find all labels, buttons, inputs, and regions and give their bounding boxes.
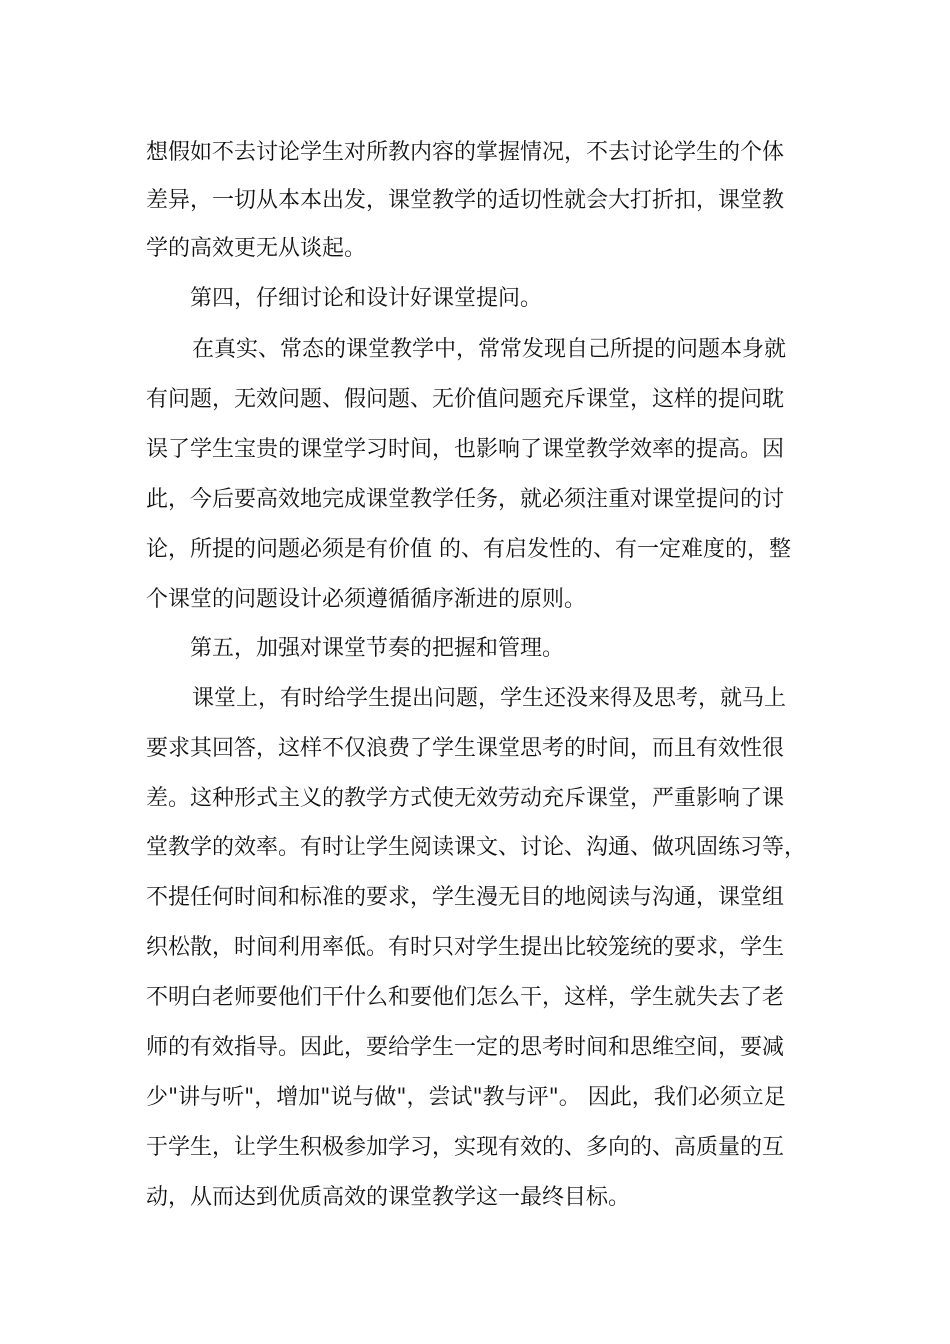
text-line: 堂教学的效率。有时让学生阅读课文、讨论、沟通、做巩固练习等， <box>146 835 807 860</box>
text-line: 想假如不去讨论学生对所教内容的掌握情况，不去讨论学生的个体 <box>146 140 785 165</box>
text-line: 于学生，让学生积极参加学习，实现有效的、多向的、高质量的互 <box>146 1135 785 1160</box>
text-line: 不明白老师要他们干什么和要他们怎么干，这样，学生就失去了老 <box>146 985 785 1010</box>
text-line: 差。这种形式主义的教学方式使无效劳动充斥课堂，严重影响了课 <box>146 786 785 811</box>
text-line: 差异，一切从本本出发，课堂教学的适切性就会大打折扣，课堂教 <box>146 188 785 213</box>
text-line: 有问题，无效问题、假问题、无价值问题充斥课堂，这样的提问耽 <box>146 387 785 412</box>
section-heading: 第五，加强对课堂节奏的把握和管理。 <box>190 636 565 661</box>
text-line: 不提任何时间和标准的要求，学生漫无目的地阅读与沟通，课堂组 <box>146 885 785 910</box>
text-line: 学的高效更无从谈起。 <box>146 236 367 261</box>
section-heading: 第四，仔细讨论和设计好课堂提问。 <box>190 286 543 311</box>
text-line: 动，从而达到优质高效的课堂教学这一最终目标。 <box>146 1185 631 1210</box>
text-line: 论，所提的问题必须是有价值 的、有启发性的、有一定难度的，整 <box>146 537 791 562</box>
text-line: 织松散，时间利用率低。有时只对学生提出比较笼统的要求，学生 <box>146 935 785 960</box>
text-line: 要求其回答，这样不仅浪费了学生课堂思考的时间，而且有效性很 <box>146 736 785 761</box>
text-line: 误了学生宝贵的课堂学习时间，也影响了课堂教学效率的提高。因 <box>146 437 785 462</box>
text-line: 个课堂的问题设计必须遵循循序渐进的原则。 <box>146 587 587 612</box>
text-line: 此，今后要高效地完成课堂教学任务，就必须注重对课堂提问的讨 <box>146 487 785 512</box>
text-line: 少"讲与听"，增加"说与做"，尝试"教与评"。 因此，我们必须立足 <box>146 1085 786 1110</box>
text-line: 师的有效指导。因此，要给学生一定的思考时间和思维空间，要减 <box>146 1035 785 1060</box>
text-line: 在真实、常态的课堂教学中，常常发现自己所提的问题本身就 <box>192 337 787 362</box>
text-line: 课堂上，有时给学生提出问题，学生还没来得及思考，就马上 <box>192 686 787 711</box>
